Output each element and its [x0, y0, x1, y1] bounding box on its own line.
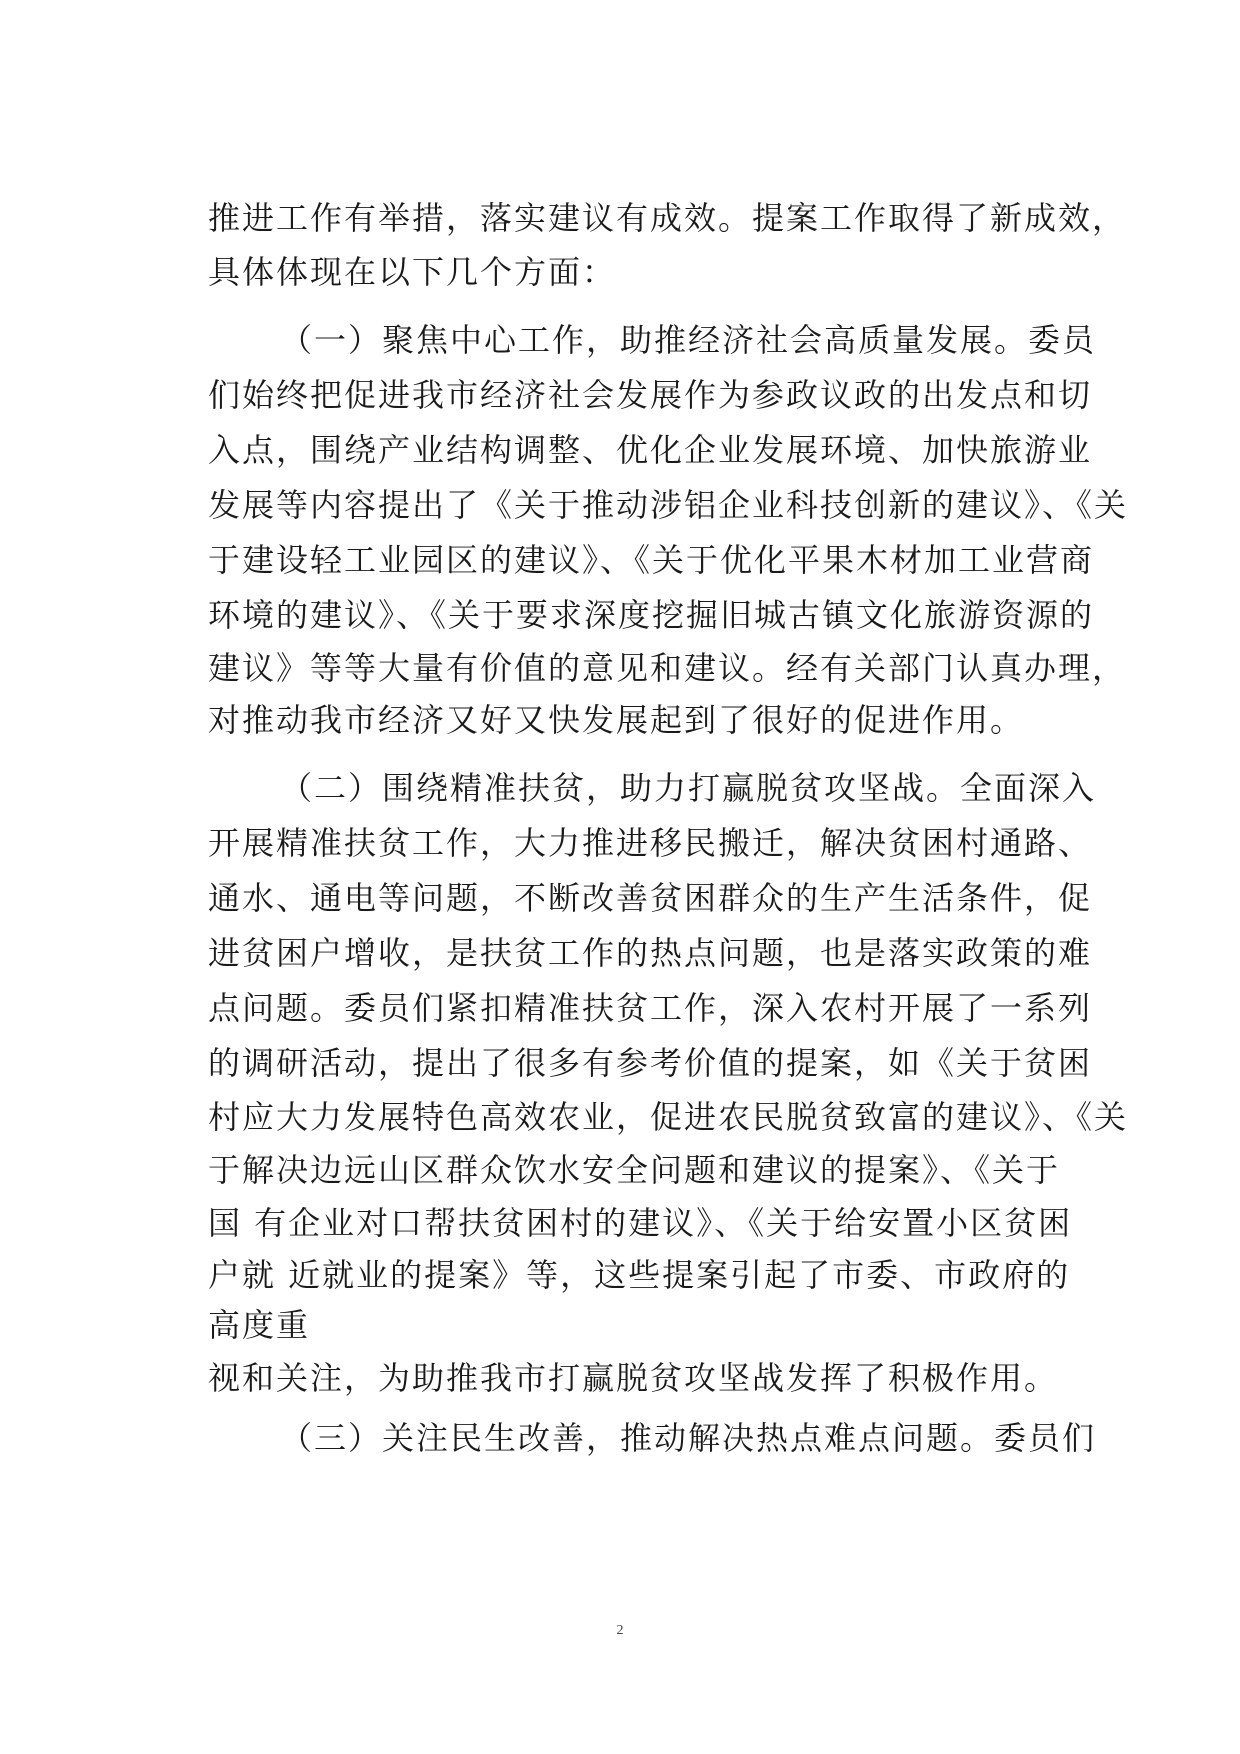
- text-line: 建议》等等大量有价值的意见和建议。经有关部门认真办理，: [208, 649, 1127, 687]
- text-line: 于建设轻工业园区的建议》、《关于优化平果木材加工业营商: [208, 541, 1095, 579]
- text-line: 开展精准扶贫工作，大力推进移民搬迁，解决贫困村通路、: [208, 824, 1093, 862]
- text-line: 视和关注，为助推我市打赢脱贫攻坚战发挥了积极作用。: [208, 1359, 1059, 1397]
- text-line: 对推动我市经济又好又快发展起到了很好的促进作用。: [208, 701, 1025, 739]
- text-line: 进贫困户增收，是扶贫工作的热点问题，也是落实政策的难: [208, 934, 1093, 972]
- text-line: 国 有企业对口帮扶贫困村的建议》、《关于给安置小区贫困: [208, 1204, 1073, 1242]
- text-line: 高度重: [208, 1306, 311, 1344]
- text-line: 们始终把促进我市经济社会发展作为参政议政的出发点和切: [208, 376, 1093, 414]
- page-number: 2: [616, 1623, 624, 1638]
- text-line: 环境的建议》、《关于要求深度挖掘旧城古镇文化旅游资源的: [208, 596, 1095, 634]
- text-line: 具体体现在以下几个方面：: [208, 253, 617, 291]
- paragraph-2-heading: （二）围绕精准扶贫，助力打赢脱贫攻坚战。全面深入: [280, 769, 1097, 807]
- paragraph-1-heading: （一）聚焦中心工作，助推经济社会高质量发展。委员: [280, 321, 1097, 359]
- text-line: 入点，围绕产业结构调整、优化企业发展环境、加快旅游业: [208, 431, 1093, 469]
- paragraph-3-heading: （三）关注民生改善，推动解决热点难点问题。委员们: [280, 1419, 1097, 1457]
- text-line: 发展等内容提出了《关于推动涉铝企业科技创新的建议》、《关: [208, 486, 1129, 524]
- text-line: 推进工作有举措，落实建议有成效。提案工作取得了新成效，: [208, 199, 1127, 237]
- text-line: 点问题。委员们紧扣精准扶贫工作，深入农村开展了一系列: [208, 989, 1093, 1027]
- text-line: 户就 近就业的提案》等，这些提案引起了市委、市政府的: [208, 1256, 1071, 1294]
- text-line: 的调研活动，提出了很多有参考价值的提案，如《关于贫困: [208, 1044, 1093, 1082]
- text-line: 于解决边远山区群众饮水安全问题和建议的提案》、《关于: [208, 1151, 1061, 1189]
- text-line: 村应大力发展特色高效农业，促进农民脱贫致富的建议》、《关: [208, 1098, 1129, 1136]
- text-line: 通水、通电等问题，不断改善贫困群众的生产生活条件，促: [208, 879, 1093, 917]
